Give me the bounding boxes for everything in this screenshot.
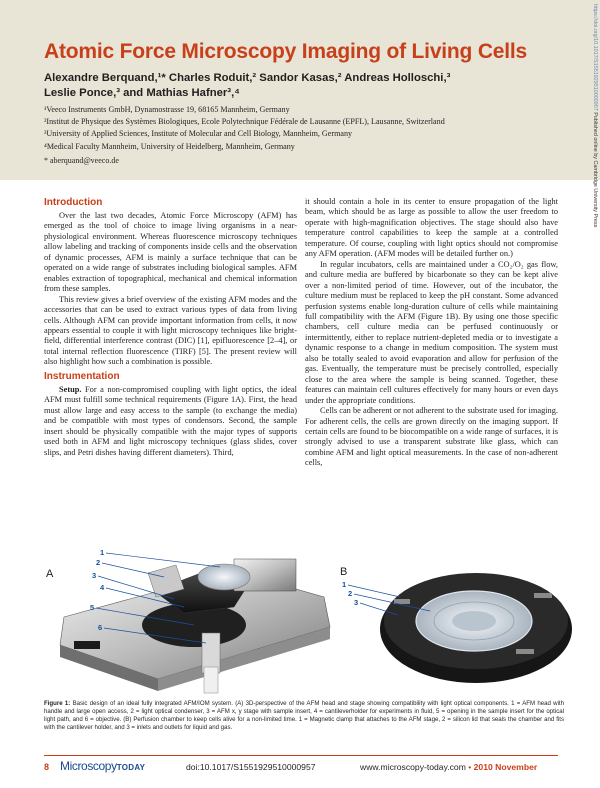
figure-caption bbox=[44, 700, 564, 732]
section-heading-introduction: Introduction bbox=[44, 197, 103, 208]
sidebar-doi-notice bbox=[580, 4, 598, 270]
footer-rule bbox=[44, 755, 558, 756]
paragraph: Cells can be adherent or not adherent to the substrate used for imaging. For adherent cells, the cells are grown directly on the imaging support. If certain cells are found to be biocompatible on a wide range of surfaces, it is strongly advised to use a transparent substrate like glass, which can combine AFM and light optical measurements. In the case of non-adherent cells, bbox=[305, 406, 558, 468]
panel-b-illustration bbox=[380, 573, 572, 683]
paragraph: This review gives a brief overview of the existing AFM modes and the accessories that can be used to extract various types of data from living cells. Although AFM can provide important information from cells, it now appears essential to couple it with light microscopy techniques like bright-field, differential interference contrast (DIC) [1], epifluorescence [2–4], or total internal reflection fluorescence (TIRF) [5]. The present review will also highlight how such a combination is possible. bbox=[44, 294, 297, 367]
affiliation: ⁴Medical Faculty Mannheim, University of Heidelberg, Mannheim, Germany bbox=[44, 141, 295, 151]
panel-b-label: B bbox=[340, 566, 348, 578]
footer-separator: • bbox=[465, 762, 474, 772]
footer-url-issue bbox=[360, 762, 537, 772]
magazine-logo bbox=[60, 759, 145, 773]
figure-1-image bbox=[34, 545, 578, 695]
corresponding-email: * aberquand@veeco.de bbox=[44, 156, 119, 165]
magazine-name: Microscopy bbox=[60, 759, 117, 773]
author-line-2: Leslie Ponce,³ and Mathias Hafner³,⁴ bbox=[44, 87, 240, 99]
callout-number: 6 bbox=[98, 623, 103, 632]
panel-a-label: A bbox=[46, 568, 54, 580]
article-title: Atomic Force Microscopy Imaging of Living Cells bbox=[44, 40, 528, 63]
sidebar-publisher: Published online by Cambridge University Press bbox=[592, 110, 598, 228]
affiliation: ¹Veeco Instruments GmbH, Dynamostrasse 19, 68165 Mannheim, Germany bbox=[44, 105, 290, 114]
paragraph-setup bbox=[44, 385, 297, 458]
panel-b-callouts bbox=[342, 580, 358, 607]
author-line-1: Alexandre Berquand,¹* Charles Roduit,² Sandor Kasas,² Andreas Holloschi,³ bbox=[44, 72, 451, 84]
footer-url[interactable]: www.microscopy-today.com bbox=[360, 762, 466, 772]
callout-number: 2 bbox=[348, 589, 353, 598]
page-footer bbox=[0, 751, 600, 788]
callout-number: 5 bbox=[90, 603, 95, 612]
caption-label: Figure 1: bbox=[44, 700, 71, 707]
paragraph-text: For a non-compromised coupling with light optics, the ideal AFM must fulfill some technical requirements (Figure 1A). First, the head must allow large and easy access to the sample (to exchange the media) and be compatible with most types of condensors. Second, the sample insert should be physically compatible with the major types of supports used both in AFM and light microscopy techniques (glass slides, cover slips, and Petri dishes having different diameters). Third, bbox=[44, 384, 297, 457]
affiliation: ³University of Applied Sciences, Institute of Molecular and Cell Biology, Mannheim, Germany bbox=[44, 129, 353, 139]
paragraph: In regular incubators, cells are maintained under a CO₂/O₂ gas flow, and culture media are buffered by bicarbonate so they can be kept alive over a non-limited period of time. However, out of the incubator, the culture medium must be replaced to keep the pH constant. Some advanced perfusion systems enable long-duration culture of cells while maintaining full compatibility with the AFM (Figure 1B). By using one those specific chambers, cell culture media can be perfused continuously or intermittently, either to replace nutrient-depleted media or to investigate a dynamic response to a change in medium composition. The system must also be totally sealed to avoid evaporation and allow for perfusion of the gas. Eventually, the temperature must be precisely controlled, especially close to the area where the sample is being scanned. Together, these features can maintain cell cultures effectively for many hours or even days under the appropriate conditions. bbox=[305, 259, 558, 405]
paragraph: Over the last two decades, Atomic Force Microscopy (AFM) has emerged as the tool of choice to image living organisms in a near-physiological environment. Whereas fluorescence microscopy techniques allow labeling and tracking of components inside cells and the observation of dynamic processes, AFM is mainly a surface technique that can be operated on a wide range of substrates including biological samples. AFM enables extraction of topographical, mechanical and chemical information from these samples. bbox=[44, 211, 297, 294]
page-number: 8 bbox=[44, 762, 50, 772]
callout-number: 1 bbox=[100, 548, 105, 557]
magazine-suffix: TODAY bbox=[116, 763, 146, 772]
callout-number: 3 bbox=[92, 571, 97, 580]
callout-number: 1 bbox=[342, 580, 347, 589]
callout-number: 4 bbox=[100, 583, 105, 592]
author-list bbox=[44, 71, 450, 101]
column-right bbox=[305, 197, 558, 469]
affiliation: ²Institut de Physique des Systèmes Biologiques, Ecole Polytechnique Fédérale de Lausanne (EPFL), Lausanne, Switzerland bbox=[44, 117, 445, 127]
footer-issue: 2010 November bbox=[473, 762, 538, 772]
affiliation-list bbox=[44, 104, 445, 153]
sidebar-doi-link[interactable]: https://doi.org/10.1017/S1551929510000957 bbox=[592, 4, 598, 111]
callout-number: 3 bbox=[354, 598, 359, 607]
paragraph: it should contain a hole in its center to ensure propagation of the light beam, which should be as large as possible to allow the user freedom to operate with high-magnification objectives. The stage should also have temperature control capabilities to keep the sample at a controlled temperature. Of course, coupling with light optics should not compromise any AFM operation. (AFM modes will be detailed further on.) bbox=[305, 197, 558, 259]
column-left bbox=[44, 197, 297, 458]
callout-number: 2 bbox=[96, 558, 101, 567]
footer-doi: doi:10.1017/S1551929510000957 bbox=[186, 762, 316, 772]
run-in-heading: Setup. bbox=[59, 384, 82, 394]
section-heading-instrumentation: Instrumentation bbox=[44, 370, 120, 382]
caption-text: Basic design of an ideal fully integrated AFM/IOM system. (A) 3D-perspective of the AFM head and stage showing compatibility with light optical components. 1 = AFM head with handle and large open access, 2 = light optical condenser, 3 = AFM x, y stage with sample insert, 4 = cantileverholder for experiments in fluid, 5 = opening in the sample insert for the optical light path, and 6 = objective. (B) Perfusion chamber to keep cells alive for a non-limited time. 1 = Magnetic clamp that attaches to the AFM stage, 2 = silicon lid that seals the chamber and fits with the cantilever holder, and 3 = inlets and outlets for liquid and gas. bbox=[44, 700, 565, 731]
